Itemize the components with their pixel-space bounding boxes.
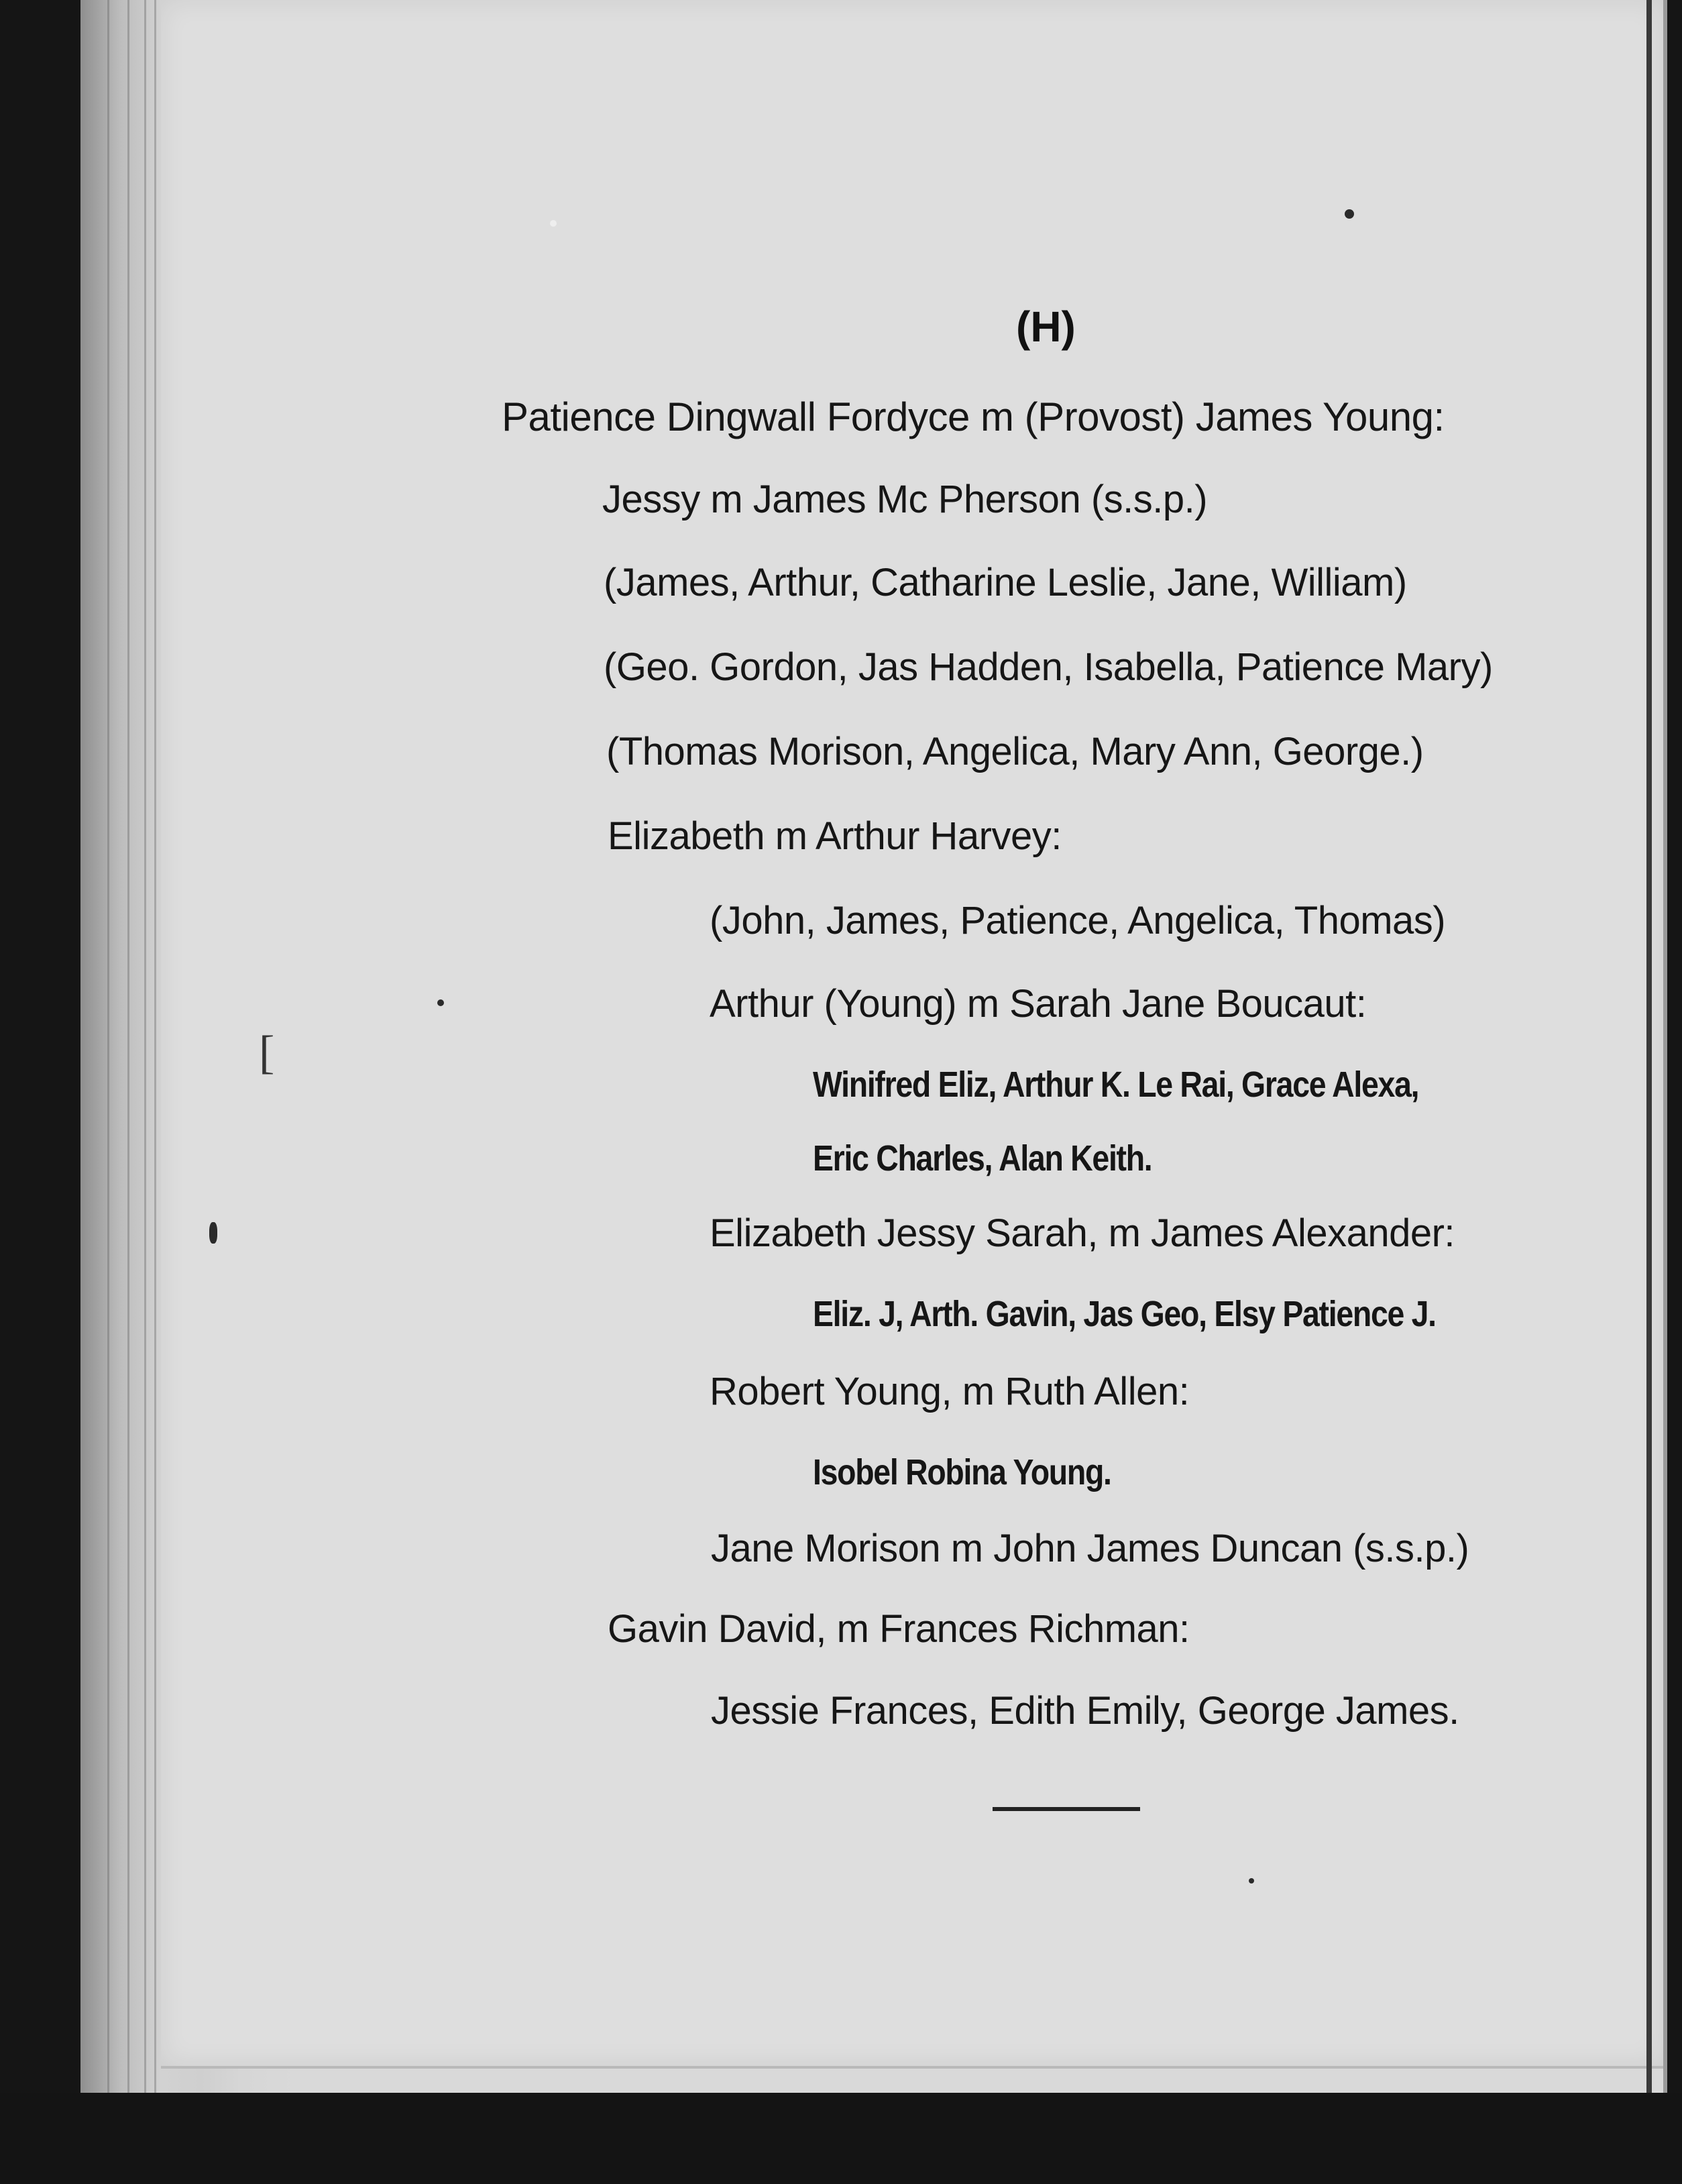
text-line: (James, Arthur, Catharine Leslie, Jane, William)	[604, 561, 1407, 604]
page-right-edge	[1646, 0, 1652, 2093]
ink-speck	[209, 1222, 217, 1244]
text-line: Elizabeth Jessy Sarah, m James Alexander:	[710, 1211, 1455, 1255]
text-line: Arthur (Young) m Sarah Jane Boucaut:	[710, 982, 1367, 1026]
text-line: Isobel Robina Young.	[813, 1452, 1111, 1492]
closing-rule	[993, 1807, 1140, 1811]
text-line: Eliz. J, Arth. Gavin, Jas Geo, Elsy Patience J.	[813, 1294, 1436, 1334]
text-line: Eric Charles, Alan Keith.	[813, 1138, 1152, 1179]
text-line: Jane Morison m John James Duncan (s.s.p.)	[711, 1527, 1469, 1570]
page-heading: (H)	[1016, 303, 1076, 351]
text-line: Gavin David, m Frances Richman:	[608, 1607, 1190, 1651]
text-line: Elizabeth m Arthur Harvey:	[608, 814, 1062, 858]
margin-mark: [	[259, 1027, 275, 1079]
ink-speck	[1249, 1878, 1254, 1883]
text-line: Jessy m James Mc Pherson (s.s.p.)	[602, 478, 1208, 521]
ink-speck	[550, 220, 557, 227]
ink-speck	[437, 999, 444, 1006]
text-line: (Geo. Gordon, Jas Hadden, Isabella, Patience Mary)	[604, 645, 1493, 689]
book-page	[161, 0, 1663, 2069]
text-line: (John, James, Patience, Angelica, Thomas)	[710, 899, 1446, 942]
text-line: Winifred Eliz, Arthur K. Le Rai, Grace Alexa,	[813, 1064, 1419, 1105]
text-line: Jessie Frances, Edith Emily, George James.	[711, 1689, 1459, 1733]
scan-bottom-border	[0, 2093, 1682, 2184]
ink-speck	[1345, 209, 1354, 219]
text-line: (Thomas Morison, Angelica, Mary Ann, George.)	[606, 730, 1424, 773]
text-line: Patience Dingwall Fordyce m (Provost) James Young:	[502, 394, 1445, 439]
text-line: Robert Young, m Ruth Allen:	[710, 1370, 1190, 1413]
